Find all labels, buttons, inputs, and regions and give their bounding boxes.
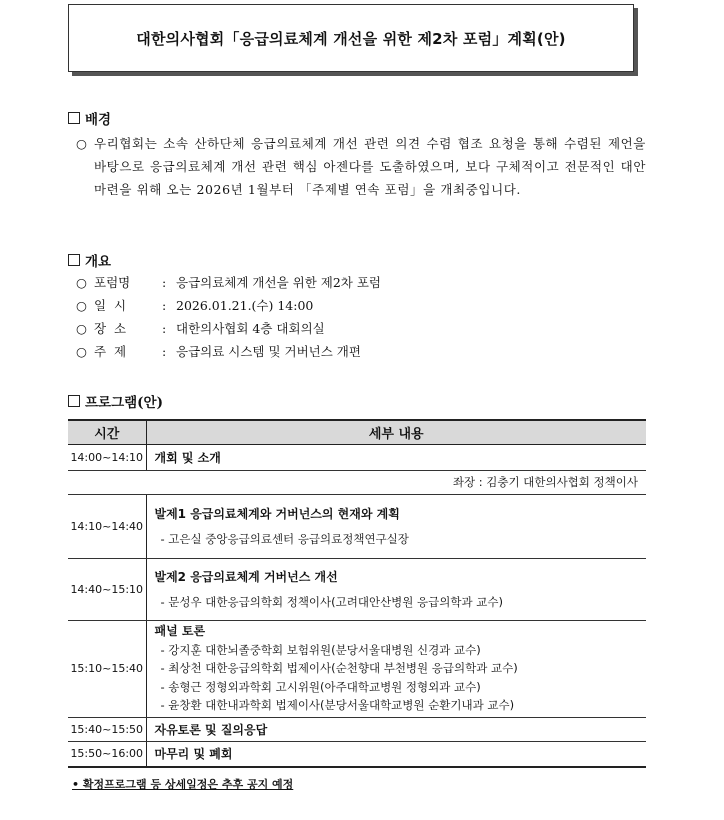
table-row bbox=[68, 741, 646, 767]
session-title: 개회 및 소개 bbox=[146, 444, 646, 470]
overview-label: 포럼명 bbox=[94, 275, 131, 290]
circle-bullet-icon: ○ bbox=[76, 274, 87, 290]
session-title: 패널 토론 bbox=[154, 624, 206, 639]
panelist: - 강지훈 대한뇌졸중학회 보험위원(분당서울대병원 신경과 교수) bbox=[160, 642, 481, 657]
section-heading-label: 프로그램(안) bbox=[85, 395, 163, 411]
presenter: - 고은실 중앙응급의료센터 응급의료정책연구실장 bbox=[160, 532, 409, 546]
checkbox-icon bbox=[68, 254, 80, 266]
overview-item-forum-name: ○ 포럼명 : 응급의료체계 개선을 위한 제2차 포럼 bbox=[76, 274, 381, 290]
overview-label: 일 시 bbox=[94, 298, 127, 313]
overview-label: 장 소 bbox=[94, 321, 127, 336]
overview-value: 2026.01.21.(수) 14:00 bbox=[176, 298, 314, 313]
time-cell: 14:00~14:10 bbox=[68, 444, 146, 470]
overview-value: 응급의료 시스템 및 거버넌스 개편 bbox=[176, 344, 361, 359]
session-title: 마무리 및 폐회 bbox=[146, 741, 646, 767]
document-title: 대한의사협회「응급의료체계 개선을 위한 제2차 포럼」계획(안) bbox=[68, 4, 634, 72]
table-row-chair bbox=[68, 470, 646, 494]
table-row bbox=[68, 620, 646, 717]
session-cell bbox=[146, 558, 646, 620]
section-heading-label: 배경 bbox=[85, 112, 112, 128]
overview-item-venue: ○ 장 소 : 대한의사협회 4층 대회의실 bbox=[76, 320, 325, 336]
section-heading-program bbox=[68, 391, 163, 411]
session-title: 발제2 응급의료체계 거버넌스 개선 bbox=[154, 570, 338, 584]
section-heading-overview bbox=[68, 250, 111, 270]
table-row bbox=[68, 494, 646, 558]
panelist: - 윤창환 대한내과학회 법제이사(분당서울대학교병원 순환기내과 교수) bbox=[160, 698, 515, 713]
time-cell: 14:10~14:40 bbox=[68, 494, 146, 558]
program-table bbox=[68, 419, 646, 768]
column-header-time: 시간 bbox=[68, 420, 146, 444]
circle-bullet-icon: ○ bbox=[76, 320, 87, 336]
circle-bullet-icon: ○ bbox=[76, 136, 87, 151]
section-heading-background bbox=[68, 108, 111, 128]
overview-value: 응급의료체계 개선을 위한 제2차 포럼 bbox=[176, 275, 381, 290]
circle-bullet-icon: ○ bbox=[76, 343, 87, 359]
table-row bbox=[68, 717, 646, 741]
footnote: • 확정프로그램 등 상세일정은 추후 공지 예정 bbox=[72, 778, 294, 791]
table-row bbox=[68, 444, 646, 470]
session-cell bbox=[146, 620, 646, 717]
chair-cell: 좌장 : 김충기 대한의사협회 정책이사 bbox=[68, 470, 646, 494]
session-cell bbox=[146, 494, 646, 558]
table-header-row bbox=[68, 420, 646, 444]
time-cell: 14:40~15:10 bbox=[68, 558, 146, 620]
time-cell: 15:50~16:00 bbox=[68, 741, 146, 767]
panelist: - 송형근 정형외과학회 고시위원(아주대학교병원 정형외과 교수) bbox=[160, 679, 481, 694]
overview-value: 대한의사협회 4층 대회의실 bbox=[176, 321, 325, 336]
panelist: - 최상천 대한응급의학회 법제이사(순천향대 부천병원 응급의학과 교수) bbox=[160, 661, 518, 676]
overview-item-datetime: ○ 일 시 : 2026.01.21.(수) 14:00 bbox=[76, 297, 314, 313]
session-title: 자유토론 및 질의응답 bbox=[146, 717, 646, 741]
circle-bullet-icon: ○ bbox=[76, 297, 87, 313]
session-title: 발제1 응급의료체계와 거버넌스의 현재와 계획 bbox=[154, 507, 400, 521]
checkbox-icon bbox=[68, 112, 80, 124]
overview-item-topic: ○ 주 제 : 응급의료 시스템 및 거버넌스 개편 bbox=[76, 343, 361, 359]
column-header-detail: 세부 내용 bbox=[146, 420, 646, 444]
checkbox-icon bbox=[68, 395, 80, 407]
overview-label: 주 제 bbox=[94, 344, 127, 359]
presenter: - 문성우 대한응급의학회 정책이사(고려대안산병원 응급의학과 교수) bbox=[160, 595, 503, 609]
background-text: 우리협회는 소속 산하단체 응급의료체계 개선 관련 의견 수렴 협조 요청을 통해 수렴된 제언을 바탕으로 응급의료체계 개선 관련 핵심 아젠다를 도출하였으며, 보다 구체적이고 전문적인 대안 마련을 위해 오는 2026년 1월부터 「주제별 연속 포럼」을 개최중입니다. bbox=[94, 136, 646, 197]
section-heading-label: 개요 bbox=[85, 254, 112, 270]
time-cell: 15:40~15:50 bbox=[68, 717, 146, 741]
table-row bbox=[68, 558, 646, 620]
background-paragraph bbox=[76, 132, 646, 201]
time-cell: 15:10~15:40 bbox=[68, 620, 146, 717]
